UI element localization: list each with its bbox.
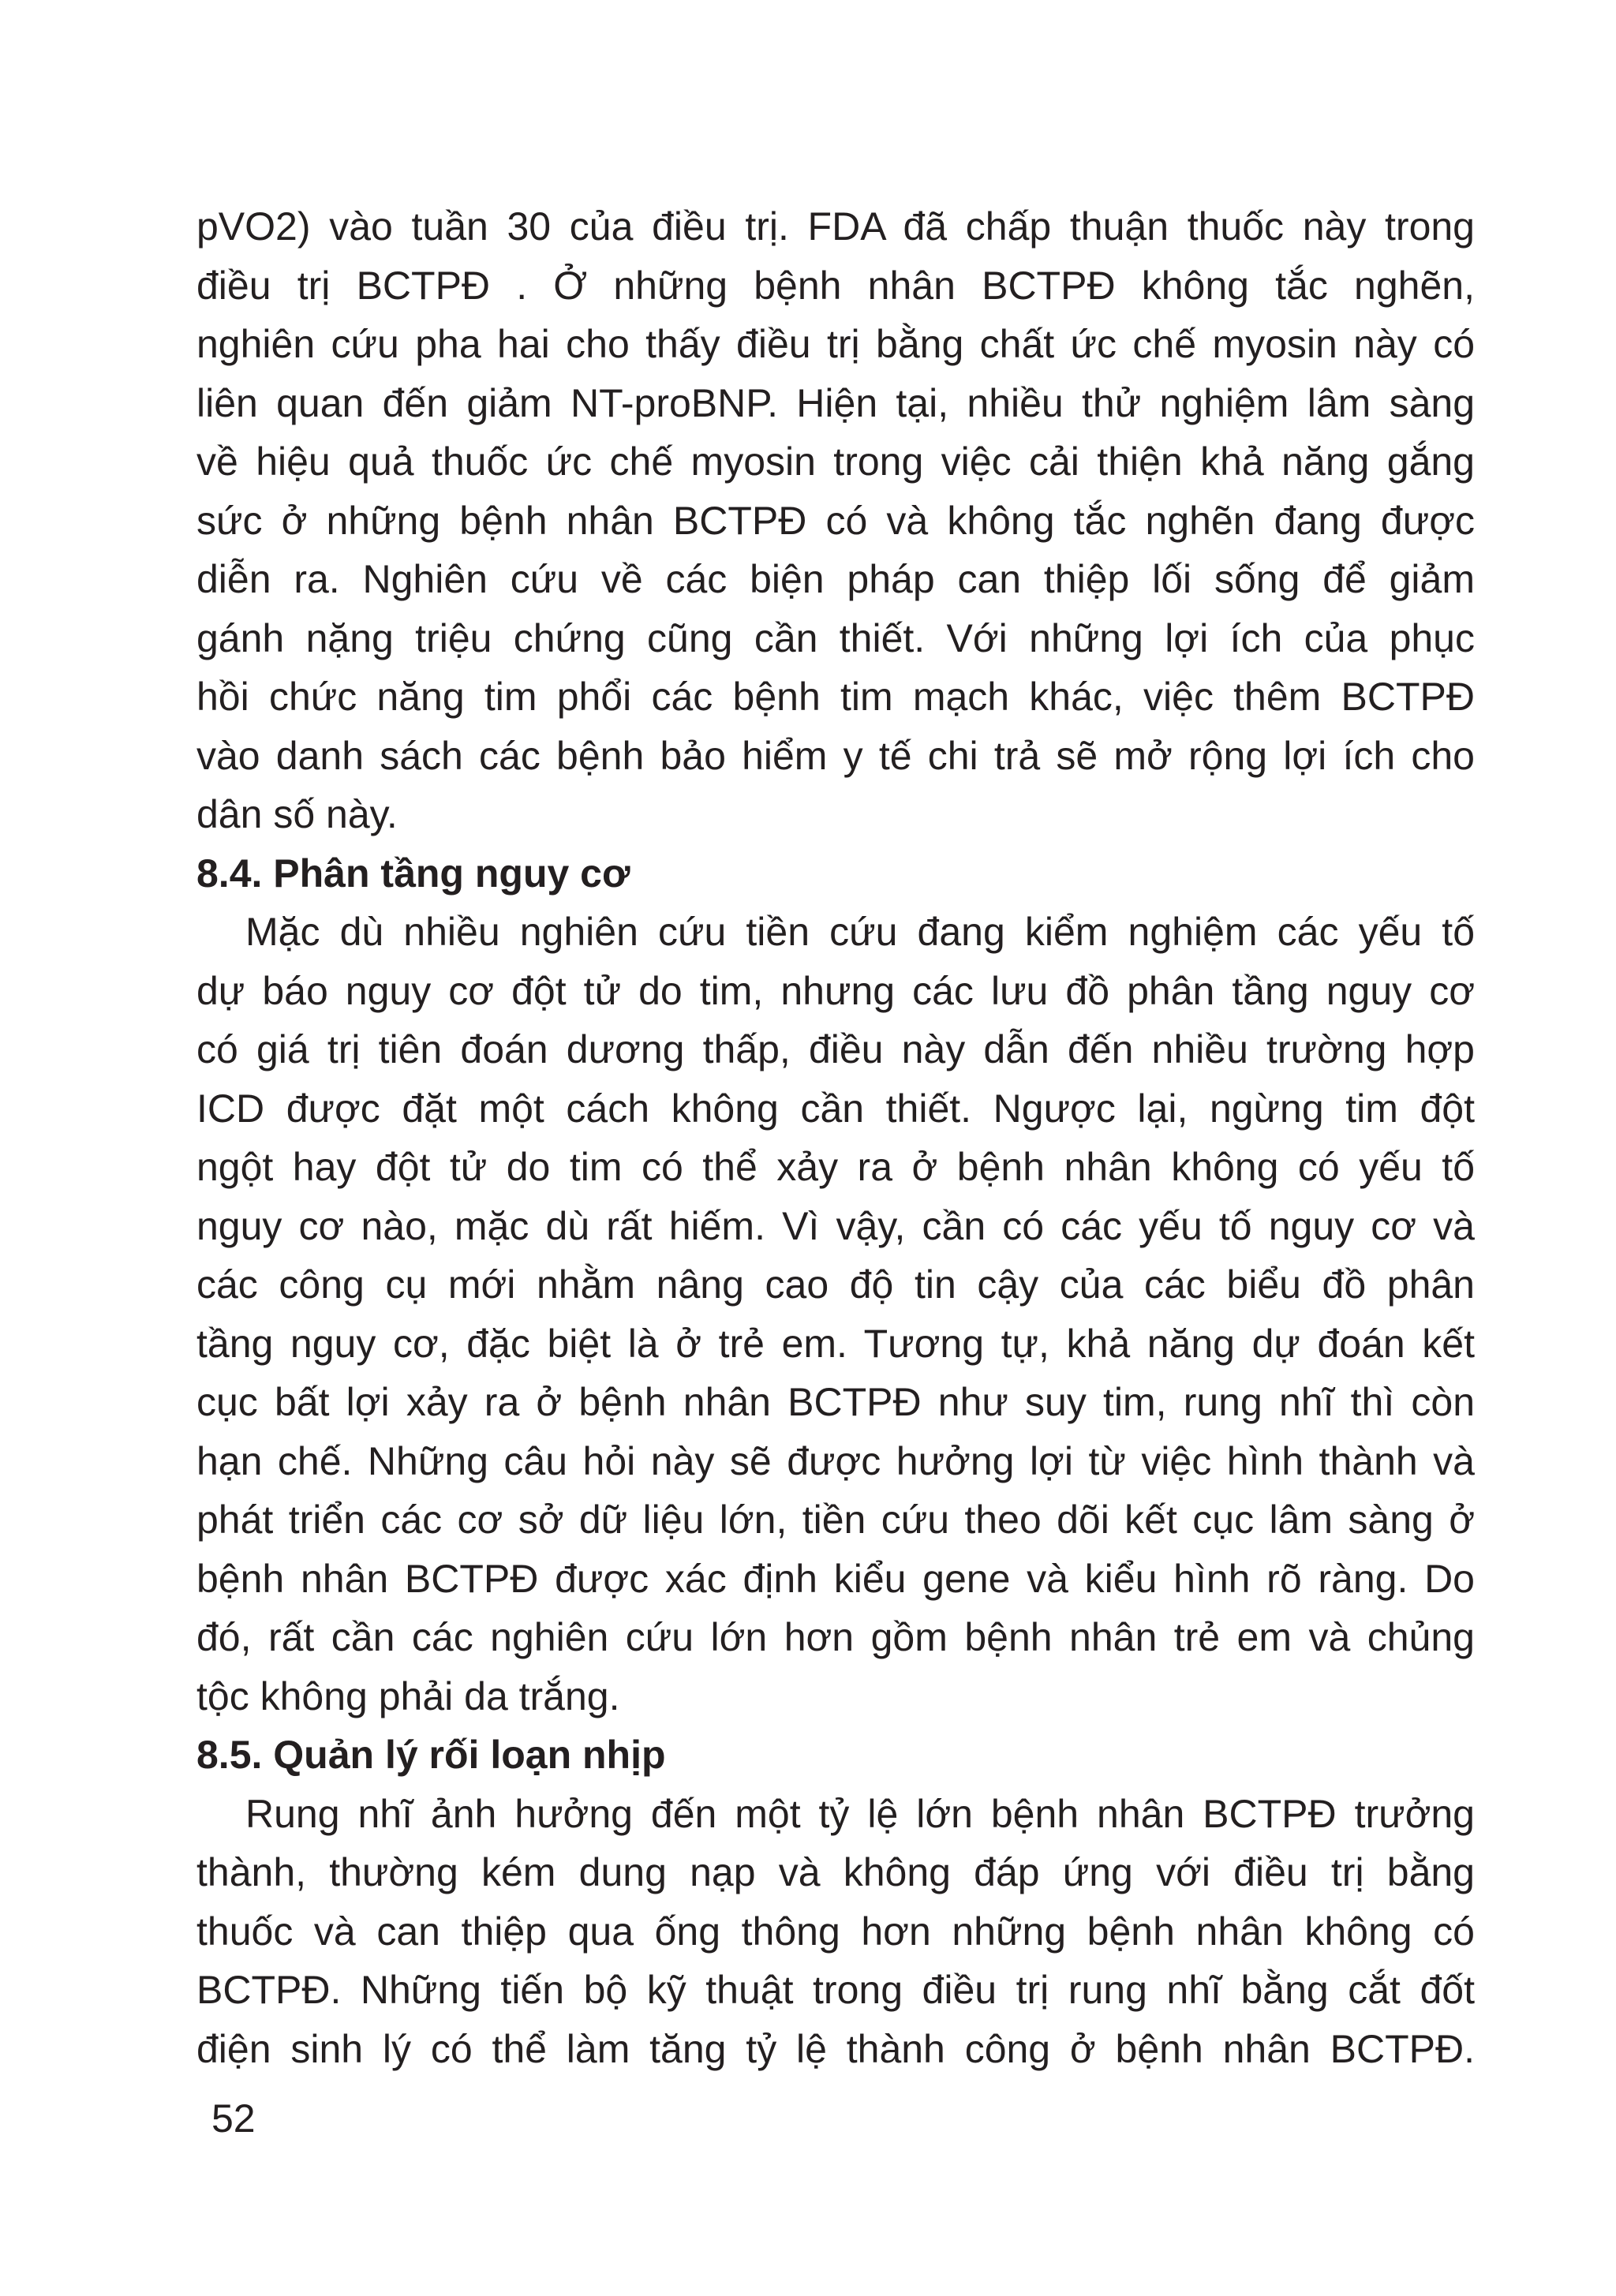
text-line: về hiệu quả thuốc ức chế myosin trong việc cải thiện khả năng gắng bbox=[196, 439, 1475, 484]
text-line: pVO2) vào tuần 30 của điều trị. FDA đã chấp thuận thuốc này trong bbox=[196, 204, 1475, 249]
text-line: ngột hay đột tử do tim có thể xảy ra ở bệnh nhân không có yếu tố bbox=[196, 1145, 1475, 1189]
text-line: tầng nguy cơ, đặc biệt là ở trẻ em. Tương tự, khả năng dự đoán kết bbox=[196, 1321, 1475, 1366]
text-line: BCTPĐ. Những tiến bộ kỹ thuật trong điều trị rung nhĩ bằng cắt đốt bbox=[196, 1968, 1475, 2012]
text-line: tộc không phải da trắng. bbox=[196, 1673, 620, 1718]
text-line: bệnh nhân BCTPĐ được xác định kiểu gene và kiểu hình rõ ràng. Do bbox=[196, 1556, 1475, 1601]
paragraph-intro bbox=[196, 197, 1475, 844]
text-line: ICD được đặt một cách không cần thiết. Ngược lại, ngừng tim đột bbox=[196, 1086, 1475, 1131]
text-line: thành, thường kém dung nạp và không đáp ứng với điều trị bằng bbox=[196, 1850, 1475, 1894]
text-line: dự báo nguy cơ đột tử do tim, nhưng các lưu đồ phân tầng nguy cơ bbox=[196, 968, 1475, 1013]
text-line: hạn chế. Những câu hỏi này sẽ được hưởng lợi từ việc hình thành và bbox=[196, 1438, 1475, 1483]
text-line: Mặc dù nhiều nghiên cứu tiền cứu đang kiểm nghiệm các yếu tố bbox=[245, 910, 1475, 954]
section-heading-arrhythmia-management: 8.5. Quản lý rối loạn nhịp bbox=[196, 1733, 666, 1777]
text-line: điện sinh lý có thể làm tăng tỷ lệ thành công ở bệnh nhân BCTPĐ. bbox=[196, 2026, 1475, 2071]
page-body bbox=[196, 197, 1475, 2078]
text-line: phát triển các cơ sở dữ liệu lớn, tiền cứu theo dõi kết cục lâm sàng ở bbox=[196, 1498, 1475, 1542]
text-line: cục bất lợi xảy ra ở bệnh nhân BCTPĐ như suy tim, rung nhĩ thì còn bbox=[196, 1380, 1475, 1424]
text-line: liên quan đến giảm NT-proBNP. Hiện tại, nhiều thử nghiệm lâm sàng bbox=[196, 380, 1475, 425]
text-line: hồi chức năng tim phổi các bệnh tim mạch khác, việc thêm BCTPĐ bbox=[196, 675, 1475, 719]
text-line: nghiên cứu pha hai cho thấy điều trị bằng chất ức chế myosin này có bbox=[196, 322, 1475, 366]
text-line: vào danh sách các bệnh bảo hiểm y tế chi trả sẽ mở rộng lợi ích cho bbox=[196, 733, 1475, 778]
paragraph-risk-stratification bbox=[196, 903, 1475, 1726]
text-line: dân số này. bbox=[196, 792, 398, 836]
text-line: thuốc và can thiệp qua ống thông hơn những bệnh nhân không có bbox=[196, 1909, 1475, 1954]
text-line: gánh nặng triệu chứng cũng cần thiết. Với những lợi ích của phục bbox=[196, 615, 1475, 660]
text-line: đó, rất cần các nghiên cứu lớn hơn gồm bệnh nhân trẻ em và chủng bbox=[196, 1615, 1475, 1659]
section-heading-risk-stratification: 8.4. Phân tầng nguy cơ bbox=[196, 851, 630, 896]
page-number: 52 bbox=[211, 2096, 256, 2141]
paragraph-arrhythmia-management bbox=[196, 1785, 1475, 2079]
text-line: các công cụ mới nhằm nâng cao độ tin cậy của các biểu đồ phân bbox=[196, 1262, 1475, 1307]
text-line: điều trị BCTPĐ . Ở những bệnh nhân BCTPĐ không tắc nghẽn, bbox=[196, 263, 1475, 308]
text-line: Rung nhĩ ảnh hưởng đến một tỷ lệ lớn bệnh nhân BCTPĐ trưởng bbox=[245, 1791, 1475, 1836]
text-line: nguy cơ nào, mặc dù rất hiếm. Vì vậy, cần có các yếu tố nguy cơ và bbox=[196, 1203, 1475, 1248]
text-line: có giá trị tiên đoán dương thấp, điều này dẫn đến nhiều trường hợp bbox=[196, 1027, 1475, 1071]
text-line: diễn ra. Nghiên cứu về các biện pháp can thiệp lối sống để giảm bbox=[196, 557, 1475, 601]
text-line: sức ở những bệnh nhân BCTPĐ có và không tắc nghẽn đang được bbox=[196, 498, 1475, 543]
